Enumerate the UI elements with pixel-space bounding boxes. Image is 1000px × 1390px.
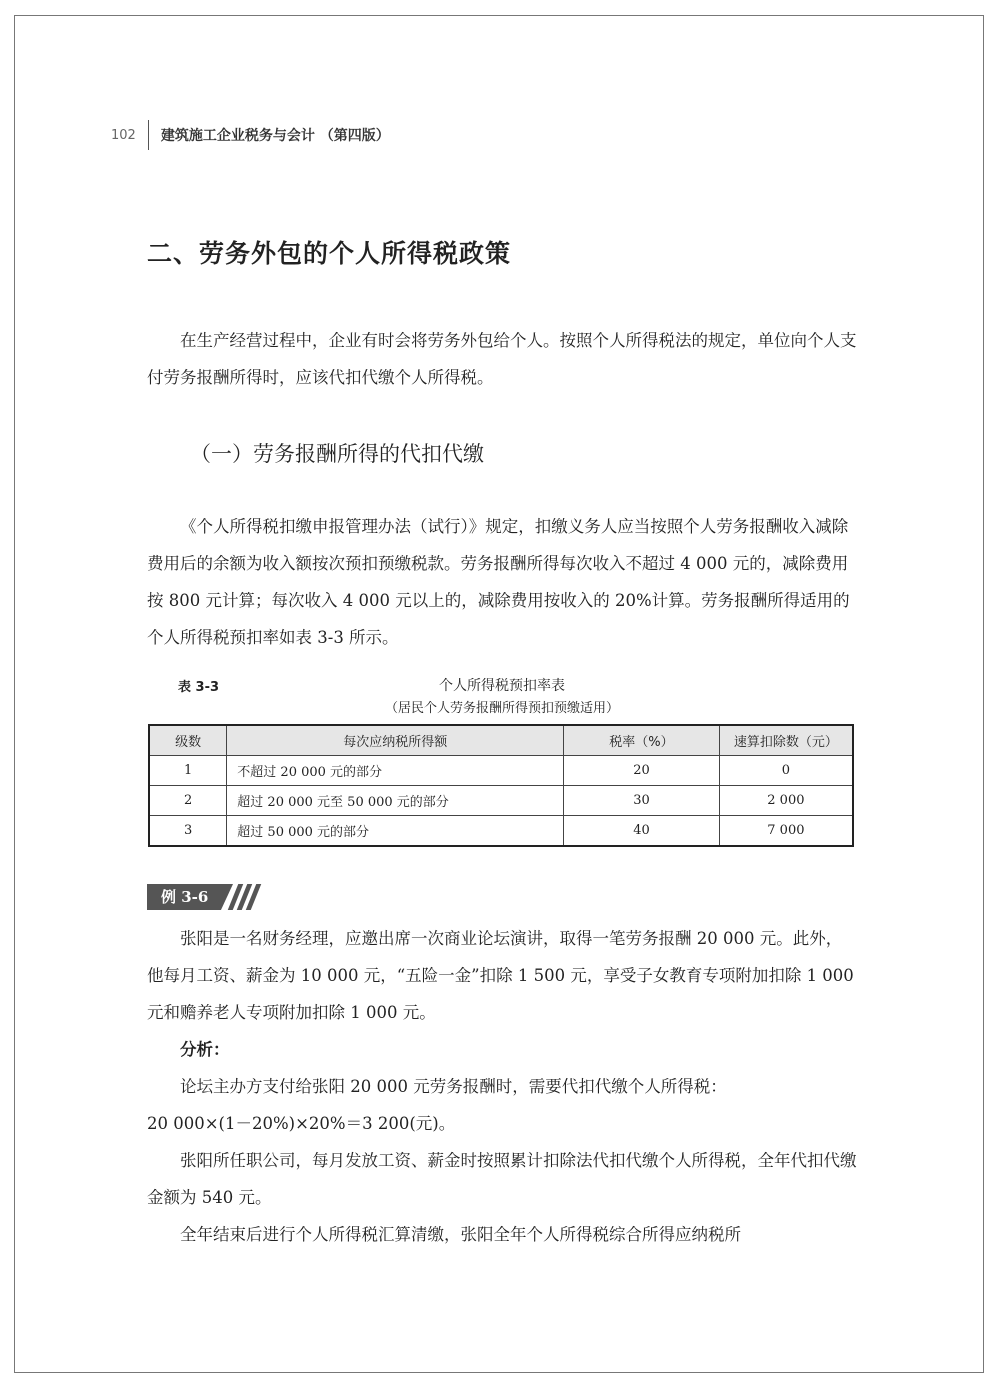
regulation-paragraph: 《个人所得税扣缴申报管理办法（试行）》规定，扣缴义务人应当按照个人劳务报酬收入减除费用后的余额为收入额按次预扣预缴税款。劳务报酬所得每次收入不超过 4 000 元的，减除费用按 800 元计算；每次收入 4 000 元以上的，减除费用按收入的 20%计算。劳务报酬所得适用的个人所得税预扣率如表 3-3 所示。	[147, 517, 850, 647]
cell-quick-deduction: 7 000	[719, 816, 853, 847]
intro-paragraph-block	[147, 322, 857, 396]
tax-rate-table	[148, 724, 854, 847]
cell-taxable-income: 不超过 20 000 元的部分	[227, 756, 564, 786]
table-title: 个人所得税预扣率表	[439, 678, 565, 694]
section-title: 二、劳务外包的个人所得税政策	[147, 239, 512, 268]
table-row	[149, 756, 853, 786]
cell-tax-rate: 20	[564, 756, 720, 786]
analysis-label: 分析：	[180, 1040, 230, 1059]
cell-tax-rate: 40	[564, 816, 720, 847]
analysis-paragraph-1: 论坛主办方支付给张阳 20 000 元劳务报酬时，需要代扣代缴个人所得税：	[180, 1077, 727, 1096]
cell-taxable-income: 超过 20 000 元至 50 000 元的部分	[227, 786, 564, 816]
header-divider	[148, 120, 149, 150]
analysis-paragraph-2: 张阳所任职公司，每月发放工资、薪金时按照累计扣除法代扣代缴个人所得税，全年代扣代缴金额为 540 元。	[147, 1151, 857, 1207]
example-label: 例 3-6	[161, 888, 209, 906]
table-row	[149, 816, 853, 847]
cell-taxable-income: 超过 50 000 元的部分	[227, 816, 564, 847]
table-label: 表 3-3	[178, 680, 220, 695]
header-level: 级数	[149, 725, 227, 756]
example-label-badge	[147, 882, 267, 912]
analysis-paragraph-3: 全年结束后进行个人所得税汇算清缴，张阳全年个人所得税综合所得应纳税所	[180, 1225, 741, 1244]
cell-quick-deduction: 2 000	[719, 786, 853, 816]
table-header-row	[149, 725, 853, 756]
page-number: 102	[111, 127, 136, 143]
header-quick-deduction: 速算扣除数（元）	[719, 725, 853, 756]
cell-tax-rate: 30	[564, 786, 720, 816]
subsection-title: （一）劳务报酬所得的代扣代缴	[190, 442, 484, 466]
cell-level: 1	[149, 756, 227, 786]
example-case-text: 张阳是一名财务经理，应邀出席一次商业论坛演讲，取得一笔劳务报酬 20 000 元。此外，他每月工资、薪金为 10 000 元，“五险一金”扣除 1 500 元，享受子女教育专项附加扣除 1 000 元和赡养老人专项附加扣除 1 000 元。	[147, 929, 854, 1022]
intro-paragraph: 在生产经营过程中，企业有时会将劳务外包给个人。按照个人所得税法的规定，单位向个人支付劳务报酬所得时，应该代扣代缴个人所得税。	[147, 331, 857, 387]
book-title: 建筑施工企业税务与会计 （第四版）	[160, 128, 390, 144]
example-body	[147, 920, 857, 1253]
regulation-paragraph-block	[147, 508, 857, 656]
running-header	[111, 124, 390, 146]
analysis-formula: 20 000×(1－20%)×20%＝3 200(元)。	[147, 1114, 456, 1133]
table-row	[149, 786, 853, 816]
cell-quick-deduction: 0	[719, 756, 853, 786]
table-subtitle: （居民个人劳务报酬所得预扣预缴适用）	[384, 701, 619, 716]
cell-level: 2	[149, 786, 227, 816]
cell-level: 3	[149, 816, 227, 847]
header-tax-rate: 税率（%）	[564, 725, 720, 756]
header-taxable-income: 每次应纳税所得额	[227, 725, 564, 756]
